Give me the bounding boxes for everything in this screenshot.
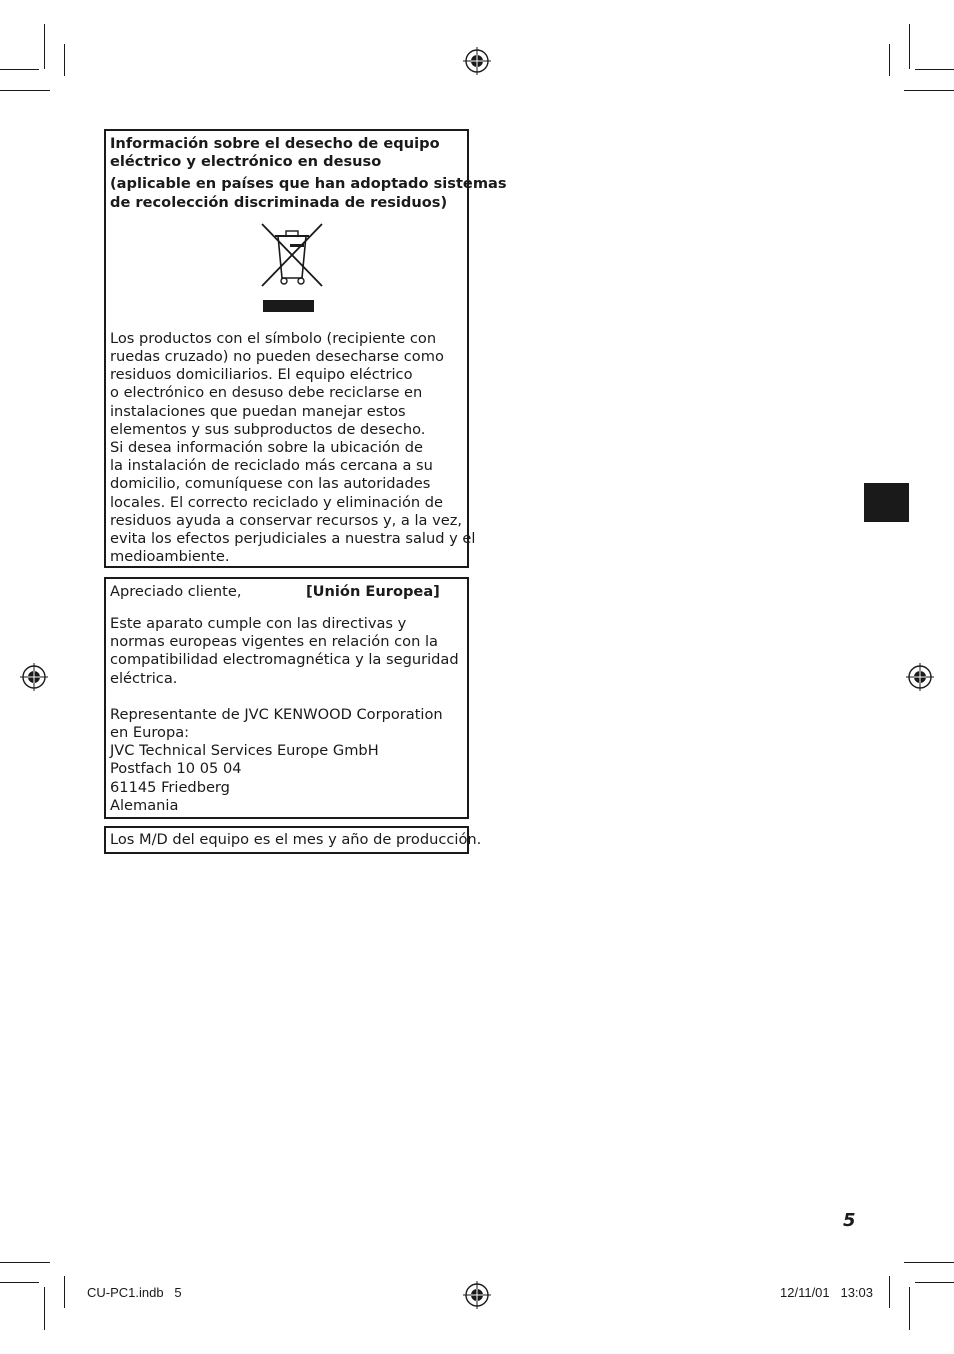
registration-mark-icon [906, 663, 934, 691]
paragraph-line: en Europa: [110, 724, 190, 742]
crop-mark [889, 44, 890, 76]
registration-mark-icon [20, 663, 48, 691]
subheading-line: de recolección discriminada de residuos) [110, 193, 448, 211]
body-line: domicilio, comuníquese con las autoridades [110, 475, 431, 493]
body-line: la instalación de reciclado más cercana a su [110, 457, 433, 475]
eu-representative-paragraph [110, 706, 463, 815]
paragraph-line: eléctrica. [110, 669, 178, 687]
heading-line: eléctrico y electrónico en desuso [110, 153, 382, 171]
crop-mark [0, 1282, 39, 1283]
body-line: o electrónico en desuso debe reciclarse en [110, 384, 423, 402]
crop-mark [0, 90, 50, 91]
waste-notice-subheading [110, 175, 507, 211]
paragraph-line: Este aparato cumple con las directivas y [110, 615, 407, 632]
eu-compliance-paragraph [110, 615, 463, 688]
region-label: [Unión Europea] [306, 583, 440, 600]
body-line: medioambiente. [110, 548, 230, 566]
body-line: locales. El correcto reciclado y eliminación de [110, 493, 443, 511]
crop-mark [889, 1276, 890, 1308]
crop-mark [904, 90, 954, 91]
crop-mark [64, 1276, 65, 1308]
body-line: Si desea información sobre la ubicación de [110, 439, 423, 457]
body-line: residuos domiciliarios. El equipo eléctrico [110, 366, 413, 384]
paragraph-line: compatibilidad electromagnética y la seguridad [110, 651, 459, 669]
crop-mark [44, 1287, 45, 1330]
section-tab [864, 483, 909, 522]
paragraph-line: 61145 Friedberg [110, 778, 230, 796]
waste-notice-box [104, 129, 507, 568]
paragraph-line: Representante de JVC KENWOOD Corporation [110, 705, 443, 723]
body-line: residuos ayuda a conservar recursos y, a la vez, [110, 511, 463, 529]
body-line: instalaciones que puedan manejar estos [110, 402, 406, 420]
heading-line: Información sobre el desecho de equipo [110, 135, 440, 152]
greeting: Apreciado cliente, [110, 583, 242, 600]
md-notice-text: Los M/D del equipo es el mes y año de producción. [110, 831, 482, 848]
crop-mark [909, 24, 910, 69]
crossed-out-wheeled-bin-icon [260, 222, 324, 288]
eu-notice-header [110, 583, 463, 601]
page-number: 5 [843, 1210, 856, 1231]
paragraph-line: Postfach 10 05 04 [110, 760, 242, 778]
waste-notice-heading [110, 135, 463, 171]
waste-notice-body [110, 329, 476, 567]
crop-mark [904, 1262, 954, 1263]
body-line: evita los efectos perjudiciales a nuestra salud y el [110, 530, 476, 548]
footer-file: CU-PC1.indb 5 [87, 1285, 182, 1300]
crop-mark [0, 69, 39, 70]
body-line: ruedas cruzado) no pueden desecharse como [110, 348, 444, 366]
symbol-bar [263, 300, 314, 312]
footer-datetime: 12/11/01 13:03 [780, 1285, 874, 1300]
body-line: Los productos con el símbolo (recipiente con [110, 329, 437, 347]
paragraph-line: JVC Technical Services Europe GmbH [110, 742, 379, 760]
crop-mark [44, 24, 45, 69]
crop-mark [915, 1282, 954, 1283]
paragraph-line: Alemania [110, 796, 179, 814]
crop-mark [0, 1262, 50, 1263]
crop-mark [909, 1287, 910, 1330]
registration-mark-icon [463, 47, 491, 75]
subheading-line: (aplicable en países que han adoptado sistemas [110, 175, 507, 193]
crop-mark [64, 44, 65, 76]
body-line: elementos y sus subproductos de desecho. [110, 420, 426, 438]
crop-mark [915, 69, 954, 70]
md-notice-box [104, 826, 482, 854]
registration-mark-icon [463, 1281, 491, 1309]
paragraph-line: normas europeas vigentes en relación con la [110, 633, 438, 651]
eu-notice-box [104, 577, 469, 819]
